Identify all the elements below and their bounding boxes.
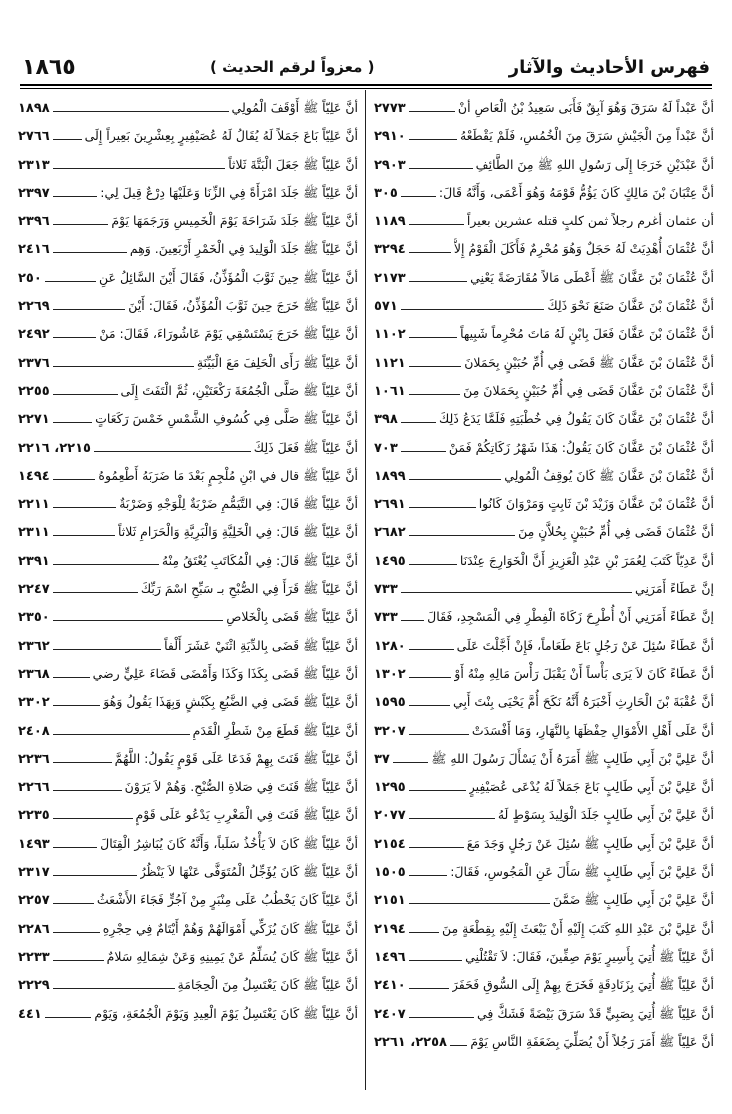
leader-line: [401, 582, 632, 593]
page-header: [22, 52, 710, 82]
entry-reference-number: ١٤٩٥: [374, 553, 406, 569]
index-entry: [374, 575, 714, 603]
entry-reference-number: ٣٧: [374, 751, 390, 767]
entry-text: أنَّ عَلِيَّ بْنَ أَبِي طَالِبٍ ﷺ ضَمَّنَ: [552, 892, 714, 908]
entry-text: أنَّ عَلِيّاً ﷺ كَانَ لاَ يَأْخُذُ سَلَباً، وَأَنَّهُ كَانَ يُبَاشِرُ الْقِتَالَ: [100, 835, 358, 851]
entry-reference-number: ١٢٩٥: [374, 780, 406, 796]
index-entry: [18, 858, 358, 886]
entry-reference-number: ١٥٠٥: [374, 865, 406, 881]
entry-text: أنَّ عَلِيّاً ﷺ كَانَ يَغْتَسِلُ يَوْمَ الْعِيدِ وَيَوْمَ الْجُمُعَةِ، وَيَوْم: [94, 1005, 358, 1021]
entry-text: إنَّ عَطَاءً أَمَرَنِي أَنْ أُطْرِحَ زَكَاةَ الْفِطْرِ فِي الْمَسْجِدِ، فَقَالَ: [427, 609, 714, 625]
leader-line: [53, 242, 127, 253]
entry-reference-number: ٢١٩٤: [374, 921, 406, 937]
index-entry: [18, 632, 358, 660]
index-entry: [18, 462, 358, 490]
index-entry: [18, 434, 358, 462]
entry-text: أنَّ عَلِيّاً كَانَ يَخْطُبُ عَلَى مِنْبَرٍ مِنْ آجُرٍّ فَجَاءَ الأَشْعَثُ: [96, 892, 358, 908]
index-entry: [374, 886, 714, 914]
entry-text: أنَّ عَطَاءً سُئِلَ عَنْ رَجُلٍ بَاعَ طَعَاماً، فَإِنْ أَجَّلْتَ عَلَى: [456, 637, 714, 653]
entry-text: أنَّ عَلِيَّ بْنَ أَبِي طَالِبٍ بَاعَ جَمَلاً لَهُ يُدْعَى عُصَيْفِيرٍ: [468, 779, 714, 795]
entry-text: أنَّ عَلِيّاً ﷺ قَنَتَ بِهِمْ فَدَعَا عَلَى قَوْمٍ يَقُولُ: اللَّهُمَّ: [114, 750, 358, 766]
index-entry: [18, 518, 358, 546]
leader-line: [409, 101, 455, 112]
index-entry: [18, 943, 358, 971]
entry-text: أنَّ عَلِيّاً ﷺ قَنَتَ فِي صَلاةِ الصُّبْحِ. وَهُمْ لاَ يَرَوْنَ: [124, 779, 358, 795]
entry-text: أنَّ عُثْمَانَ بْنَ عَفَّانَ فَعَلَ بِابْنٍ لَهُ مَاتَ مُحْرِماً شَبِيهاً: [460, 326, 714, 342]
entry-reference-number: ١٤٩٤: [18, 468, 50, 484]
entry-reference-number: ٥٧١: [374, 299, 398, 315]
index-entry: [18, 377, 358, 405]
header-rule: [20, 84, 712, 86]
leader-line: [409, 724, 469, 735]
index-entry: [18, 151, 358, 179]
entry-reference-number: ٢٢٧١: [18, 412, 50, 428]
index-entry: [374, 94, 714, 122]
entry-text: أنَّ عَلِيّاً ﷺ رَأَى الْحَلِفَ مَعَ الْبَيِّنَةِ: [196, 354, 358, 370]
leader-line: [409, 695, 450, 706]
index-entry: [374, 349, 714, 377]
leader-line: [53, 384, 118, 395]
entry-reference-number: ٢٤٠٨: [18, 723, 50, 739]
leader-line: [53, 978, 175, 989]
index-entry: [18, 830, 358, 858]
entry-reference-number: ٤٤١: [18, 1006, 42, 1022]
entry-reference-number: ١٠٦١: [374, 383, 406, 399]
index-entry: [374, 915, 714, 943]
index-entry: [374, 547, 714, 575]
index-entry: [374, 688, 714, 716]
index-entry: [374, 405, 714, 433]
entry-reference-number: ٢٤١٠: [374, 978, 406, 994]
leader-line: [409, 780, 466, 791]
leader-line: [53, 129, 82, 140]
entry-text: أنَّ عَلِيّاً ﷺ قَنَتَ فِي الْمَغْرِبِ يَدْعُو عَلَى قَوْمٍ: [135, 807, 358, 823]
entry-reference-number: ١٤٩٣: [18, 836, 50, 852]
entry-text: أنَّ عَبْداً لَهُ سَرَقَ وَهُوَ آبِقٌ فَأَبَى سَعِيدُ بْنُ الْعَاصِ أنْ: [457, 100, 714, 115]
leader-line: [401, 441, 446, 452]
entry-text: أنَّ عَدِيّاً كَتَبَ لِعُمَرَ بْنِ عَبْدِ الْعَزِيزِ أَنَّ الْخَوَارِجَ عِنْدَنَا: [459, 552, 714, 568]
left-column: [18, 94, 358, 1028]
index-entry: [18, 773, 358, 801]
entry-reference-number: ٢٣٩٦: [18, 214, 50, 230]
entry-reference-number: ٧٣٣: [374, 582, 398, 598]
index-entry: [18, 320, 358, 348]
index-entry: [374, 773, 714, 801]
index-entry: [18, 660, 358, 688]
leader-line: [409, 978, 449, 989]
entry-text: أنَّ عَلِيّاً ﷺ أَوْقَفَ الْمُولِي: [231, 100, 358, 115]
entry-text: أن عثمان أغرم رجلاً ثمن كلبٍ قتله عشرين بعيراً: [466, 213, 714, 229]
entry-reference-number: ٢٩٠٣: [374, 157, 406, 173]
entry-reference-number: ٢٢٤٧: [18, 582, 50, 598]
entry-reference-number: ٢١٥٤: [374, 836, 406, 852]
entry-text: أنَّ عُثْمَانَ بْنَ عَفَّانَ وَزَيْدَ بْنَ ثَابِتٍ وَمَرْوَانَ كَانُوا: [478, 496, 714, 512]
entry-text: أنَّ عَلِيّاً ﷺ جَعَلَ الْبَتَّةَ ثَلاثاً: [228, 156, 358, 172]
entry-text: أنَّ عَلِيّاً ﷺ خَرَجَ حِينَ ثَوَّبَ الْمُؤَذِّنُ، فَقَالَ: أَيْنَ: [128, 298, 358, 314]
index-entry: [374, 518, 714, 546]
index-entry: [18, 603, 358, 631]
index-entry: [374, 1028, 714, 1056]
leader-line: [53, 412, 92, 423]
entry-text: أنَّ عُثْمَانَ بْنَ عَفَّانَ قَضَى فِي أُمِّ حُبَيْنٍ بِحَمَلانَ مِنَ: [463, 382, 714, 398]
index-entry: [18, 490, 358, 518]
entry-text: أنَّ عُثْمَانَ بْنَ عَفَّانَ ﷺ أَعْطَى مَالاً مُقَارَضَةً يَعْنِي: [470, 269, 714, 285]
entry-text: أنَّ عَلِيّاً ﷺ صَلَّى فِي كُسُوفِ الشَّمْسِ خَمْسَ رَكَعَاتٍ: [95, 411, 358, 427]
entry-text: إنَّ عَطَاءً أَمَرَنِي: [635, 581, 714, 597]
index-entry: [18, 915, 358, 943]
index-entry: [374, 292, 714, 320]
entry-reference-number: ٢٢٦٩: [18, 299, 50, 315]
index-entry: [374, 1000, 714, 1028]
entry-text: أنَّ عُثْمَانَ بْنَ عَفَّانَ كَانَ يَقُولُ فِي خُطْبَتِهِ فَلَمَّا يَدَعُ ذَلِكَ: [438, 411, 714, 427]
index-entry: [374, 235, 714, 263]
entry-reference-number: ٢٣٦٢: [18, 638, 50, 654]
leader-line: [409, 242, 451, 253]
index-entry: [374, 858, 714, 886]
section-subtitle: ( معزواً لرقم الحديث ): [210, 58, 375, 76]
entry-text: أنَّ عَلِيّاً ﷺ قَالَ: فِي التَّيَمُّمِ ضَرْبَةٌ لِلْوَجْهِ وَضَرْبَةٌ: [119, 496, 358, 512]
leader-line: [401, 299, 545, 310]
leader-line: [409, 667, 452, 678]
entry-reference-number: ٢٦٩١: [374, 497, 406, 513]
index-entry: [18, 801, 358, 829]
index-entry: [374, 434, 714, 462]
entry-reference-number: ٣٢٩٤: [374, 242, 406, 258]
entry-reference-number: ٢٧٦٦: [18, 129, 50, 145]
entry-text: أنَّ عَلِيّاً ﷺ أُتِيَ بِصَبِيٍّ قَدْ سَرَقَ بَيْضَةً فَشَكَّ فِي: [476, 1005, 714, 1021]
entry-reference-number: ٢٣٩١: [18, 553, 50, 569]
entry-text: أنَّ عَبْداً مِنَ الْجَيْشِ سَرَقَ مِنَ الْخُمُسِ، فَلَمْ يَقْطَعْهُ: [459, 128, 714, 144]
leader-line: [53, 808, 133, 819]
leader-line: [45, 1007, 92, 1018]
entry-text: أنَّ عَلِيّاً ﷺ كَانَ يَغْتَسِلُ مِنَ الْحِجَامَةِ: [177, 977, 358, 993]
index-entry: [374, 377, 714, 405]
leader-line: [409, 158, 473, 169]
entry-text: أنَّ عَلِيَّ بْنَ عَبْدِ اللهِ كَتَبَ إِلَيْهِ أَنْ يَبْعَثَ إِلَيْهِ بِقِطْعَةٍ مِنَ: [442, 920, 714, 936]
entry-reference-number: ١٥٩٥: [374, 695, 406, 711]
entry-reference-number: ٢٦٨٢: [374, 525, 406, 541]
entry-reference-number: ٢١٧٣: [374, 270, 406, 286]
entry-text: أنَّ عَلِيّاً ﷺ قَضَى بِالدِّيَةِ اثْنَيْ عَشَرَ أَلْفاً: [164, 637, 358, 653]
index-entry: [374, 943, 714, 971]
entry-reference-number: ٢١٥١: [374, 893, 406, 909]
leader-line: [409, 214, 464, 225]
leader-line: [53, 695, 101, 706]
index-entry: [18, 971, 358, 999]
entry-reference-number: ٢٤١٦: [18, 242, 50, 258]
index-entry: [374, 801, 714, 829]
index-entry: [18, 292, 358, 320]
leader-line: [53, 299, 126, 310]
entry-reference-number: ٢٤٠٧: [374, 1006, 406, 1022]
leader-line: [94, 441, 251, 452]
entry-reference-number: ٢٣١٧: [18, 865, 50, 881]
entry-text: أنَّ عَلِيّاً ﷺ كَانَ يُؤَجِّلُ الْمُتَوَفَّى عَنْهَا لاَ يَنْظُرُ: [139, 864, 358, 880]
entry-reference-number: ٣٩٨: [374, 412, 398, 428]
leader-line: [53, 639, 161, 650]
entry-reference-number: ١١٢١: [374, 355, 406, 371]
leader-line: [409, 525, 515, 536]
entry-text: أنَّ عَلِيّاً ﷺ صَلَّى الْجُمُعَةَ رَكْعَتَيْنِ، ثُمَّ الْتَفَتَ إِلَى: [120, 382, 358, 398]
index-entry: [374, 745, 714, 773]
leader-line: [53, 610, 223, 621]
entry-reference-number: ٢٣١١: [18, 525, 50, 541]
entry-reference-number: ٢٢١١: [18, 497, 50, 513]
leader-line: [409, 922, 439, 933]
entry-reference-number: ١١٠٢: [374, 327, 406, 343]
entry-text: أنَّ عَلَى أَهْلِ الأَمْوَالِ حِفْظَهَا بِالنَّهَارِ، وَمَا أَفْسَدَتْ: [471, 722, 714, 738]
entry-text: أنَّ عَلِيّاً ﷺ قَطَعَ مِنْ شَطْرِ الْقَدَمِ: [192, 722, 358, 738]
leader-line: [53, 724, 190, 735]
entry-reference-number: ٢٣٩٧: [18, 185, 50, 201]
entry-text: أنَّ عَلِيَّ بْنَ أَبِي طَالِبٍ ﷺ سُئِلَ عَنْ رَجُلٍ وَجَدَ مَعَ: [466, 835, 714, 851]
leader-line: [409, 893, 550, 904]
index-entry: [18, 179, 358, 207]
entry-reference-number: ١٨٩٩: [374, 468, 406, 484]
entry-text: أنَّ عَلِيّاً ﷺ حِينَ ثَوَّبَ الْمُؤَذِّنُ، فَقَالَ أَيْنَ السَّائِلُ عَنِ: [99, 269, 358, 285]
entry-reference-number: ٢٣٧٦: [18, 355, 50, 371]
entry-text: أنَّ عَلِيّاً ﷺ قَضَى بِالْخَلاصِ: [226, 609, 358, 625]
index-entry: [374, 151, 714, 179]
header-rule-thin: [20, 88, 712, 89]
entry-reference-number: ٢٢٥٨، ٢٢٦١: [374, 1034, 447, 1050]
index-entry: [18, 94, 358, 122]
page-number: ١٨٦٥: [22, 54, 76, 80]
leader-line: [53, 469, 96, 480]
entry-text: أنَّ عَلِيَّ بْنَ أَبِي طَالِبٍ ﷺ أَمَرَهُ أَنْ يَسْأَلَ رَسُولَ اللهِ ﷺ: [431, 750, 714, 766]
entry-text: أنَّ عُثْمَانَ بْنَ عَفَّانَ كَانَ يَقُولُ: هَذَا شَهْرُ زَكَاتِكُمْ فَمَنْ: [448, 439, 714, 455]
index-entry: [374, 122, 714, 150]
leader-line: [53, 497, 116, 508]
entry-reference-number: ١٤٩٦: [374, 949, 406, 965]
leader-line: [53, 950, 104, 961]
index-entry: [374, 490, 714, 518]
entry-reference-number: ٢٢٨٦: [18, 921, 50, 937]
entry-text: أنَّ عَلِيّاً ﷺ كَانَ يُزَكِّي أَمْوَالَهُمْ وَهُمْ أَيْتَامٌ فِي حِجْرِهِ: [102, 920, 358, 936]
entry-reference-number: ٢٢٣٦: [18, 751, 50, 767]
leader-line: [409, 469, 501, 480]
entry-reference-number: ٢٠٧٧: [374, 808, 406, 824]
entry-text: أنَّ عَلِيّاً ﷺ قَرَأَ فِي الصُّبْحِ بـ سَبِّحِ اسْمَ رَبِّكَ: [140, 581, 358, 597]
entry-text: أنَّ عَلِيّاً ﷺ قَالَ: فِي الْمُكَاتَبِ يُعْتَقُ مِنْهُ: [161, 552, 358, 568]
entry-text: أنَّ عَلِيّاً ﷺ جَلَدَ امْرَأَةً فِي الزِّنَا وَعَلَيْهَا دِرْعٌ قِيلَ لِي:: [100, 184, 358, 200]
leader-line: [53, 525, 115, 536]
index-entry: [18, 575, 358, 603]
index-entry: [374, 632, 714, 660]
entry-text: أنَّ عُثْمَانَ بْنَ عَفَّانَ ﷺ قَضَى فِي أُمِّ حُبَيْنٍ بِحَمَلانَ: [464, 354, 714, 370]
entry-text: أنَّ عِتْبَانَ بْنَ مَالِكٍ كَانَ يَؤُمُّ قَوْمَهُ وَهُوَ أَعْمَى، وَأَنَّهُ قَالَ:: [438, 184, 714, 200]
index-entry: [18, 207, 358, 235]
entry-reference-number: ٣٢٠٧: [374, 723, 406, 739]
leader-line: [401, 186, 436, 197]
entry-reference-number: ٢٤٩٢: [18, 327, 50, 343]
leader-line: [409, 271, 467, 282]
index-entry: [374, 830, 714, 858]
entry-text: أنَّ عَلِيّاً ﷺ أَمَرَ رَجُلاً أَنْ يُصَلِّيَ بِضَعَفَةِ النَّاسِ يَوْمَ: [470, 1033, 714, 1049]
leader-line: [409, 384, 460, 395]
leader-line: [409, 554, 457, 565]
entry-text: أنَّ عَطَاءً كَانَ لاَ يَرَى بَأْساً أَنْ يَقْبَلَ رَأْسَ مَالِهِ مِنْهُ أَوْ: [454, 665, 714, 681]
column-divider: [365, 90, 366, 1090]
entry-text: أنَّ عَلِيّاً ﷺ قَضَى فِي الضَّبُعِ بِكَبْشٍ وَبِهَذَا يَقُولُ وَهُوَ: [103, 694, 358, 710]
entry-text: أنَّ عَبْدَيْنِ خَرَجَا إِلَى رَسُولِ اللهِ ﷺ مِنَ الطَّائِفِ: [475, 156, 714, 172]
entry-reference-number: ٢٣١٣: [18, 157, 50, 173]
entry-reference-number: ١٣٠٢: [374, 666, 406, 682]
entry-text: أنَّ عَلِيّاً ﷺ خَرَجَ يَسْتَسْقِي يَوْمَ عَاشُورَاءَ، فَقَالَ: مَنْ: [99, 326, 358, 342]
leader-line: [53, 893, 94, 904]
leader-line: [401, 610, 424, 621]
entry-text: أنَّ عَلِيّاً بَاعَ جَمَلاً لَهُ يُقَالُ لَهُ عُصَيْفِيرٍ بِعِشْرِينَ بَعِيراً إِلَى: [84, 128, 358, 144]
leader-line: [409, 808, 495, 819]
entry-reference-number: ٢٢٣٥: [18, 808, 50, 824]
entry-text: أنَّ عَلِيّاً ﷺ أُتِيَ بِزَنَادِقَةٍ فَخَرَجَ بِهِمْ إِلَى السُّوقِ فَحَفَرَ: [451, 977, 714, 993]
leader-line: [409, 356, 461, 367]
index-entry: [18, 235, 358, 263]
entry-text: أنَّ عَلِيَّ بْنَ أَبِي طَالِبٍ جَلَدَ الْوَلِيدَ بِسَوْطٍ لَهُ: [497, 807, 714, 823]
index-entry: [18, 405, 358, 433]
index-entry: [374, 320, 714, 348]
leader-line: [53, 554, 159, 565]
leader-line: [53, 667, 90, 678]
entry-text: أنَّ عَلِيّاً ﷺ جَلَدَ شَرَاحَةَ يَوْمَ الْخَمِيسِ وَرَجَمَهَا يَوْمَ: [111, 213, 358, 229]
index-entry: [18, 688, 358, 716]
leader-line: [53, 327, 97, 338]
index-entry: [18, 349, 358, 377]
leader-line: [53, 865, 137, 876]
index-entry: [374, 179, 714, 207]
leader-line: [450, 1035, 467, 1046]
leader-line: [53, 158, 225, 169]
entry-text: أنَّ عُقْبَةَ بْنَ الْحَارِثِ أَخْبَرَهُ أَنَّهُ نَكَحَ أُمَّ يَحْيَى بِنْتَ أَبِي: [453, 694, 714, 710]
index-entry: [374, 603, 714, 631]
index-entry: [374, 660, 714, 688]
entry-text: أنَّ عَلِيّاً ﷺ قَالَ: فِي الْخَلِيَّةِ وَالْبَرِيَّةِ وَالْحَرَامِ ثَلاثاً: [117, 524, 358, 540]
leader-line: [53, 582, 138, 593]
entry-reference-number: ٢٢٢٩: [18, 978, 50, 994]
entry-reference-number: ٢٢٣٣: [18, 949, 50, 965]
entry-reference-number: ٢٧٧٣: [374, 101, 406, 116]
entry-text: أنَّ عُثْمَانَ أُهْدِيَتْ لَهُ حَجَلٌ وَهُوَ مُحْرِمٌ فَأَكَلَ الْقَوْمُ إِلاَّ: [453, 241, 714, 257]
index-entry: [18, 122, 358, 150]
entry-reference-number: ٢٢٥٥: [18, 383, 50, 399]
index-entry: [374, 717, 714, 745]
leader-line: [409, 327, 457, 338]
leader-line: [409, 1007, 474, 1018]
leader-line: [401, 412, 436, 423]
entry-text: أنَّ عَلِيّاً ﷺ كَانَ يُسَلِّمُ عَنْ يَمِينِهِ وَعَنْ شِمَالِهِ سَلامٌ: [106, 948, 358, 964]
leader-line: [409, 865, 447, 876]
entry-text: أنَّ عَلِيَّ بْنَ أَبِي طَالِبٍ ﷺ سَأَلَ عَنِ الْمَجُوسِ، فَقَالَ:: [450, 864, 714, 880]
entry-reference-number: ١٨٩٨: [18, 101, 50, 116]
entry-reference-number: ٢٥٠: [18, 270, 42, 286]
entry-text: أنَّ عَلِيّاً ﷺ قَضَى بِكَذَا وَكَذَا وَأَمْضَى قَضَاءَ عَلِيٍّ رضي: [92, 665, 358, 681]
entry-text: أنَّ عَلِيّاً ﷺ قال في ابْنِ مُلْجِمٍ بَعْدَ مَا ضَرَبَهُ أَطْعِمُوهُ: [98, 467, 358, 483]
entry-reference-number: ٢٣٠٢: [18, 695, 50, 711]
index-entry: [18, 717, 358, 745]
index-entry: [18, 547, 358, 575]
index-entry: [18, 264, 358, 292]
right-column: [374, 94, 714, 1056]
entry-reference-number: ٢٢١٥، ٢٢١٦: [18, 440, 91, 456]
leader-line: [53, 186, 98, 197]
entry-text: أنَّ عَلِيّاً ﷺ أُتِيَ بِأَسِيرٍ يَوْمَ صِفِّينَ، فَقَالَ: لاَ تَقْتُلْنِي: [465, 948, 714, 964]
leader-line: [409, 497, 476, 508]
leader-line: [45, 271, 96, 282]
leader-line: [53, 356, 194, 367]
leader-line: [409, 129, 457, 140]
entry-reference-number: ٧٣٣: [374, 610, 398, 626]
entry-text: أنَّ عَلِيّاً ﷺ فَعَلَ ذَلِكَ: [253, 439, 358, 455]
entry-text: أنَّ عُثْمَانَ بْنَ عَفَّانَ صَنَعَ نَحْوَ ذَلِكَ: [547, 298, 714, 314]
running-title: فهرس الأحاديث والآثار: [508, 56, 710, 78]
index-entry: [374, 462, 714, 490]
index-entry: [374, 264, 714, 292]
entry-text: أنَّ عُثْمَانَ قَضَى فِي أُمِّ حُبَيْنٍ بِحُلاَّنٍ مِنَ: [518, 524, 714, 540]
index-entry: [374, 207, 714, 235]
index-entry: [18, 886, 358, 914]
index-entry: [18, 745, 358, 773]
leader-line: [53, 214, 109, 225]
entry-text: أنَّ عُثْمَانَ بْنَ عَفَّانَ ﷺ كَانَ يُوقِفُ الْمُولِي: [504, 467, 714, 483]
leader-line: [53, 752, 112, 763]
entry-reference-number: ٢٣٦٨: [18, 666, 50, 682]
leader-line: [409, 837, 464, 848]
leader-line: [53, 101, 229, 112]
entry-reference-number: ٢٩١٠: [374, 129, 406, 145]
entry-text: أنَّ عَلِيّاً ﷺ جَلَدَ الْوَلِيدَ فِي الْخَمْرِ أَرْبَعِينَ. وَهِم: [129, 241, 358, 257]
index-entry: [18, 1000, 358, 1028]
leader-line: [393, 752, 428, 763]
index-entry: [374, 971, 714, 999]
entry-reference-number: ١٢٨٠: [374, 638, 406, 654]
entry-reference-number: ٣٠٥: [374, 185, 398, 201]
entry-reference-number: ٢٢٥٧: [18, 893, 50, 909]
leader-line: [53, 780, 122, 791]
leader-line: [53, 922, 100, 933]
entry-reference-number: ١١٨٩: [374, 214, 406, 230]
entry-reference-number: ٢٣٥٠: [18, 610, 50, 626]
leader-line: [409, 950, 462, 961]
leader-line: [53, 837, 97, 848]
leader-line: [409, 639, 454, 650]
entry-reference-number: ٢٢٦٦: [18, 780, 50, 796]
entry-reference-number: ٧٠٣: [374, 440, 398, 456]
